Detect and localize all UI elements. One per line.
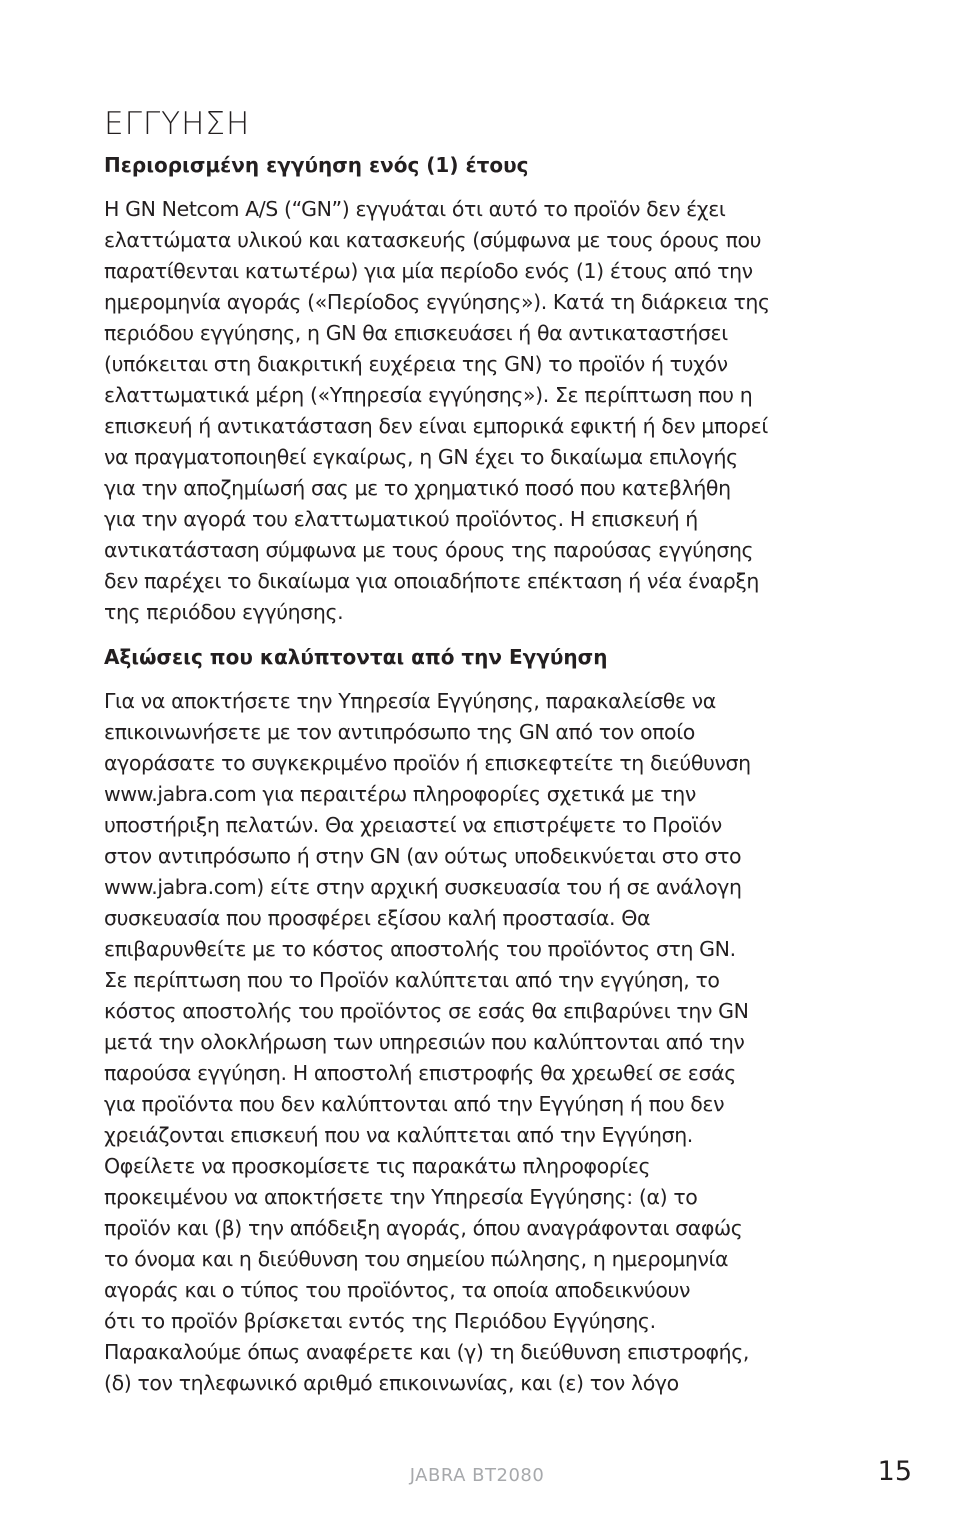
text-line: για προϊόντα που δεν καλύπτονται από την Εγγύηση ή που δεν <box>104 1092 725 1116</box>
text-line: της περιόδου εγγύησης. <box>104 600 344 624</box>
text-line: αντικατάσταση σύμφωνα με τους όρους της παρούσας εγγύησης <box>104 538 754 562</box>
text-line: Η GN Netcom A/S (“GN”) εγγυάται ότι αυτό το προϊόν δεν έχει <box>104 197 726 221</box>
text-line: το όνομα και η διεύθυνση του σημείου πώλησης, η ημερομηνία <box>104 1247 729 1271</box>
text-line: Οφείλετε να προσκομίσετε τις παρακάτω πληροφορίες <box>104 1154 651 1178</box>
text-line: ελαττωματικά μέρη («Υπηρεσία εγγύησης»). Σε περίπτωση που η <box>104 383 753 407</box>
text-line: προκειμένου να αποκτήσετε την Υπηρεσία Εγγύησης: (α) το <box>104 1185 698 1209</box>
section-heading: Περιορισμένη εγγύηση ενός (1) έτους <box>104 153 529 177</box>
text-line: αγοράσατε το συγκεκριμένο προϊόν ή επισκεφτείτε τη διεύθυνση <box>104 751 751 775</box>
text-line: ότι το προϊόν βρίσκεται εντός της Περιόδου Εγγύησης. <box>104 1309 656 1333</box>
text-line: υποστήριξη πελατών. Θα χρειαστεί να επιστρέψετε το Προϊόν <box>104 813 722 837</box>
text-line: για την αγορά του ελαττωματικού προϊόντος. Η επισκευή ή <box>104 507 698 531</box>
text-line: Παρακαλούμε όπως αναφέρετε και (γ) τη διεύθυνση επιστροφής, <box>104 1340 749 1364</box>
section-limited-warranty <box>104 150 864 628</box>
text-line: παρούσα εγγύηση. Η αποστολή επιστροφής θα χρεωθεί σε εσάς <box>104 1061 736 1085</box>
text-line: ημερομηνία αγοράς («Περίοδος εγγύησης»). Κατά τη διάρκεια της <box>104 290 770 314</box>
section-heading: Αξιώσεις που καλύπτονται από την Εγγύηση <box>104 645 608 669</box>
text-line: παρατίθενται κατωτέρω) για μία περίοδο ενός (1) έτους από την <box>104 259 753 283</box>
text-line: να πραγματοποιηθεί εγκαίρως, η GN έχει το δικαίωμα επιλογής <box>104 445 738 469</box>
section-body <box>104 194 864 628</box>
text-line: ελαττώματα υλικού και κατασκευής (σύμφωνα με τους όρους που <box>104 228 762 252</box>
text-line: www.jabra.com για περαιτέρω πληροφορίες σχετικά με την <box>104 782 696 806</box>
text-line: μετά την ολοκλήρωση των υπηρεσιών που καλύπτονται από την <box>104 1030 745 1054</box>
text-line: επισκευή ή αντικατάσταση δεν είναι εμπορικά εφικτή ή δεν μπορεί <box>104 414 768 438</box>
text-line: αγοράς και ο τύπος του προϊόντος, τα οποία αποδεικνύουν <box>104 1278 691 1302</box>
text-line: επιβαρυνθείτε με το κόστος αποστολής του προϊόντος στη GN. <box>104 937 736 961</box>
text-line: περιόδου εγγύησης, η GN θα επισκευάσει ή θα αντικαταστήσει <box>104 321 728 345</box>
text-line: για την αποζημίωσή σας με το χρηματικό ποσό που κατεβλήθη <box>104 476 731 500</box>
text-line: Σε περίπτωση που το Προϊόν καλύπτεται από την εγγύηση, το <box>104 968 720 992</box>
text-line: (δ) τον τηλεφωνικό αριθμό επικοινωνίας, και (ε) τον λόγο <box>104 1371 679 1395</box>
text-line: στον αντιπρόσωπο ή στην GN (αν ούτως υποδεικνύεται στο στο <box>104 844 742 868</box>
text-line: χρειάζονται επισκευή που να καλύπτεται από την Εγγύηση. <box>104 1123 693 1147</box>
text-line: επικοινωνήσετε με τον αντιπρόσωπο της GN από τον οποίο <box>104 720 695 744</box>
footer-product-name: JABRA BT2080 <box>409 1465 545 1486</box>
text-line: συσκευασία που προσφέρει εξίσου καλή προστασία. Θα <box>104 906 651 930</box>
text-line: Για να αποκτήσετε την Υπηρεσία Εγγύησης, παρακαλείσθε να <box>104 689 716 713</box>
page-title: ΕΓΓΥΗΣΗ <box>104 106 251 142</box>
text-line: (υπόκειται στη διακριτική ευχέρεια της GN) το προϊόν ή τυχόν <box>104 352 728 376</box>
text-line: www.jabra.com) είτε στην αρχική συσκευασία του ή σε ανάλογη <box>104 875 742 899</box>
section-body <box>104 686 864 1399</box>
page-content <box>104 100 864 1413</box>
text-line: προϊόν και (β) την απόδειξη αγοράς, όπου αναγράφονται σαφώς <box>104 1216 743 1240</box>
text-line: κόστος αποστολής του προϊόντος σε εσάς θα επιβαρύνει την GN <box>104 999 749 1023</box>
section-warranty-claims <box>104 642 864 1399</box>
text-line: δεν παρέχει το δικαίωμα για οποιαδήποτε επέκταση ή νέα έναρξη <box>104 569 759 593</box>
page-number: 15 <box>877 1456 912 1487</box>
